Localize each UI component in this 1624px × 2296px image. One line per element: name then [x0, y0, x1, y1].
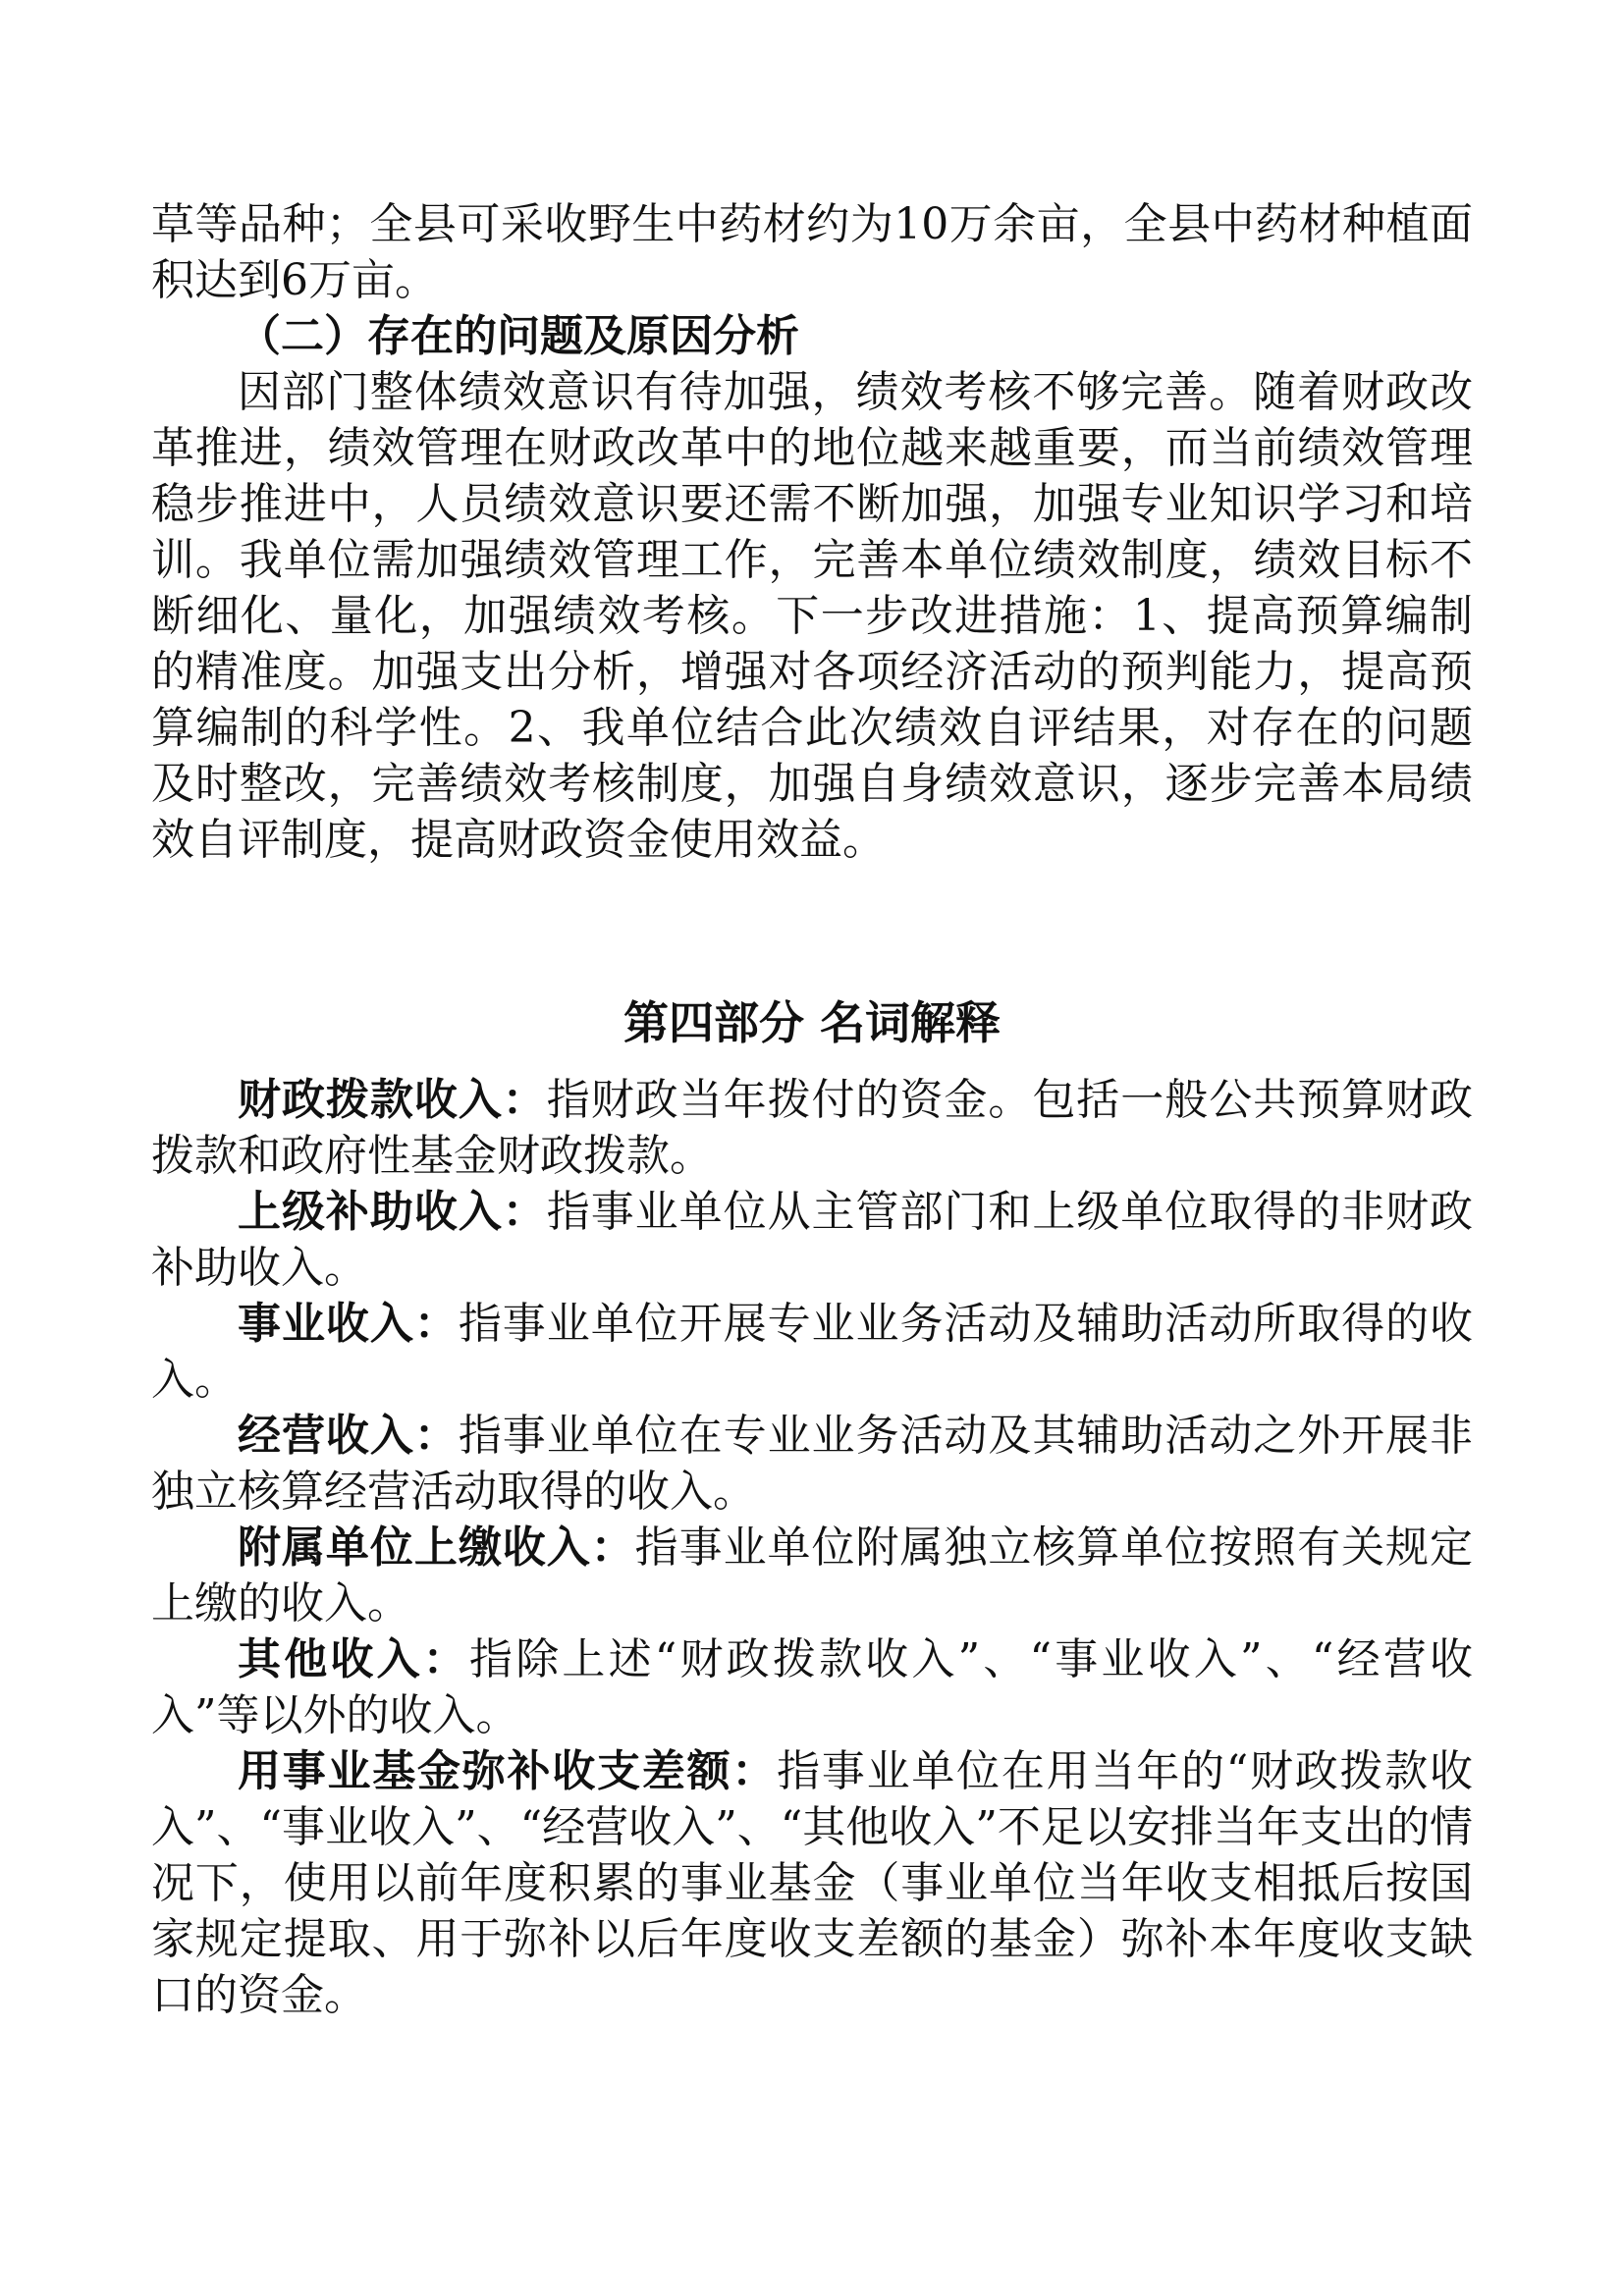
definition-text: 指事业单位开展专业业务活动及辅助活动所取得的收入。: [151, 1299, 1474, 1405]
definition-term: 用事业基金弥补收支差额：: [238, 1746, 778, 1796]
definition-item: [151, 1296, 1473, 1408]
definition-term: 经营收入：: [238, 1411, 459, 1461]
definition-term: 事业收入：: [238, 1299, 459, 1349]
definition-text: 指事业单位从主管部门和上级单位取得的非财政补助收入。: [151, 1187, 1474, 1293]
definition-text: 指财政当年拨付的资金。包括一般公共预算财政拨款和政府性基金财政拨款。: [151, 1075, 1474, 1181]
definition-item: [151, 1520, 1473, 1631]
definition-term: 附属单位上缴收入：: [238, 1522, 635, 1573]
definition-item: [151, 1743, 1473, 2023]
section-heading: （二）存在的问题及原因分析: [238, 311, 799, 361]
definitions-list: [151, 1072, 1473, 2023]
part-title: 第四部分 名词解释: [623, 996, 1001, 1049]
definition-text: 指事业单位附属独立核算单位按照有关规定上缴的收入。: [151, 1522, 1474, 1629]
definition-text: 指事业单位在用当年的“财政拨款收入”、“事业收入”、“经营收入”、“其他收入”不足以安排当年支出的情况下，使用以前年度积累的事业基金（事业单位当年收支相抵后按国家规定提取、用于弥补以后年度收支差额的基金）弥补本年度收支缺口的资金。: [151, 1746, 1474, 2020]
definition-term: 上级补助收入：: [238, 1187, 547, 1237]
definition-text: 指事业单位在专业业务活动及其辅助活动之外开展非独立核算经营活动取得的收入。: [151, 1411, 1474, 1517]
definition-item: [151, 1072, 1473, 1184]
definition-text: 指除上述“财政拨款收入”、“事业收入”、“经营收入”等以外的收入。: [151, 1634, 1473, 1740]
definition-term: 财政拨款收入：: [238, 1075, 547, 1125]
definition-item: [151, 1631, 1473, 1743]
definition-item: [151, 1184, 1473, 1296]
definition-item: [151, 1408, 1473, 1520]
document-page: [151, 196, 1473, 2023]
intro-continuation-paragraph: 草等品种；全县可采收野生中药材约为10万余亩，全县中药材种植面积达到6万亩。: [151, 199, 1473, 305]
definition-term: 其他收入：: [238, 1634, 469, 1684]
problem-analysis-paragraph: 因部门整体绩效意识有待加强，绩效考核不够完善。随着财政改革推进，绩效管理在财政改革中的地位越来越重要，而当前绩效管理稳步推进中，人员绩效意识要还需不断加强，加强专业知识学习和培训。我单位需加强绩效管理工作，完善本单位绩效制度，绩效目标不断细化、量化，加强绩效考核。下一步改进措施：1、提高预算编制的精准度。加强支出分析，增强对各项经济活动的预判能力，提高预算编制的科学性。2、我单位结合此次绩效自评结果，对存在的问题及时整改，完善绩效考核制度，加强自身绩效意识，逐步完善本局绩效自评制度，提高财政资金使用效益。: [151, 367, 1473, 865]
